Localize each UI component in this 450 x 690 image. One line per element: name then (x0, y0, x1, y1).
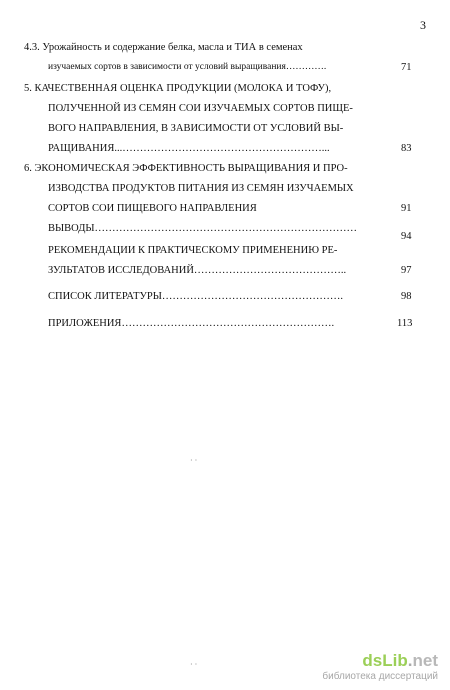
watermark (298, 652, 438, 682)
scan-mark-middle: · · (190, 456, 198, 465)
watermark-logo (298, 652, 438, 669)
toc-entry-conclusions-page: 94 (401, 231, 412, 242)
watermark-logo-net: net (412, 651, 438, 670)
toc-entry-references: СПИСОК ЛИТЕРАТУРЫ……………………………………………. (48, 291, 344, 302)
watermark-subtitle: библиотека диссертаций (322, 671, 438, 682)
toc-entry-appendices: ПРИЛОЖЕНИЯ……………………………………………………. (48, 318, 335, 329)
toc-entry-4-3-page: 71 (401, 62, 412, 73)
toc-entry-appendices-page: 113 (397, 318, 413, 329)
toc-entry-5-page: 83 (401, 143, 412, 154)
toc-entry-6-page: 91 (401, 203, 412, 214)
toc-entry-5-line-3: ВОГО НАПРАВЛЕНИЯ, В ЗАВИСИМОСТИ ОТ УСЛОВИЙ ВЫ- (48, 123, 344, 134)
toc-entry-4-3-line-2: изучаемых сортов в зависимости от условий выращивания…………. (48, 62, 327, 72)
page-number: 3 (420, 18, 426, 32)
scan-mark-bottom: · · (190, 660, 198, 669)
watermark-logo-lib: Lib (382, 651, 408, 670)
toc-entry-recommendations-page: 97 (401, 265, 412, 276)
toc-entry-6-line-3: СОРТОВ СОИ ПИЩЕВОГО НАПРАВЛЕНИЯ (48, 203, 257, 214)
toc-entry-6-line-2: ИЗВОДСТВА ПРОДУКТОВ ПИТАНИЯ ИЗ СЕМЯН ИЗУЧАЕМЫХ (48, 183, 354, 194)
toc-entry-5-line-2: ПОЛУЧЕННОЙ ИЗ СЕМЯН СОИ ИЗУЧАЕМЫХ СОРТОВ ПИЩЕ- (48, 103, 353, 114)
watermark-logo-dot: . (407, 651, 413, 670)
toc-entry-recommendations-line-1: РЕКОМЕНДАЦИИ К ПРАКТИЧЕСКОМУ ПРИМЕНЕНИЮ РЕ- (48, 245, 338, 256)
watermark-logo-ds: ds (362, 651, 383, 670)
toc-entry-5-line-4: РАЩИВАНИЯ...…………………………………………………... (48, 143, 330, 154)
toc-entry-recommendations-line-2: ЗУЛЬТАТОВ ИССЛЕДОВАНИЙ…………………………………….. (48, 265, 347, 276)
toc-entry-6-line-1: 6. ЭКОНОМИЧЕСКАЯ ЭФФЕКТИВНОСТЬ ВЫРАЩИВАНИЯ И ПРО- (24, 163, 348, 174)
toc-entry-4-3-line-1: 4.3. Урожайность и содержание белка, масла и ТИА в семенах (24, 42, 303, 53)
toc-entry-references-page: 98 (401, 291, 412, 302)
toc-entry-5-line-1: 5. КАЧЕСТВЕННАЯ ОЦЕНКА ПРОДУКЦИИ (МОЛОКА И ТОФУ), (24, 83, 332, 94)
toc-entry-conclusions: ВЫВОДЫ………………………………………………………………… (48, 223, 358, 234)
